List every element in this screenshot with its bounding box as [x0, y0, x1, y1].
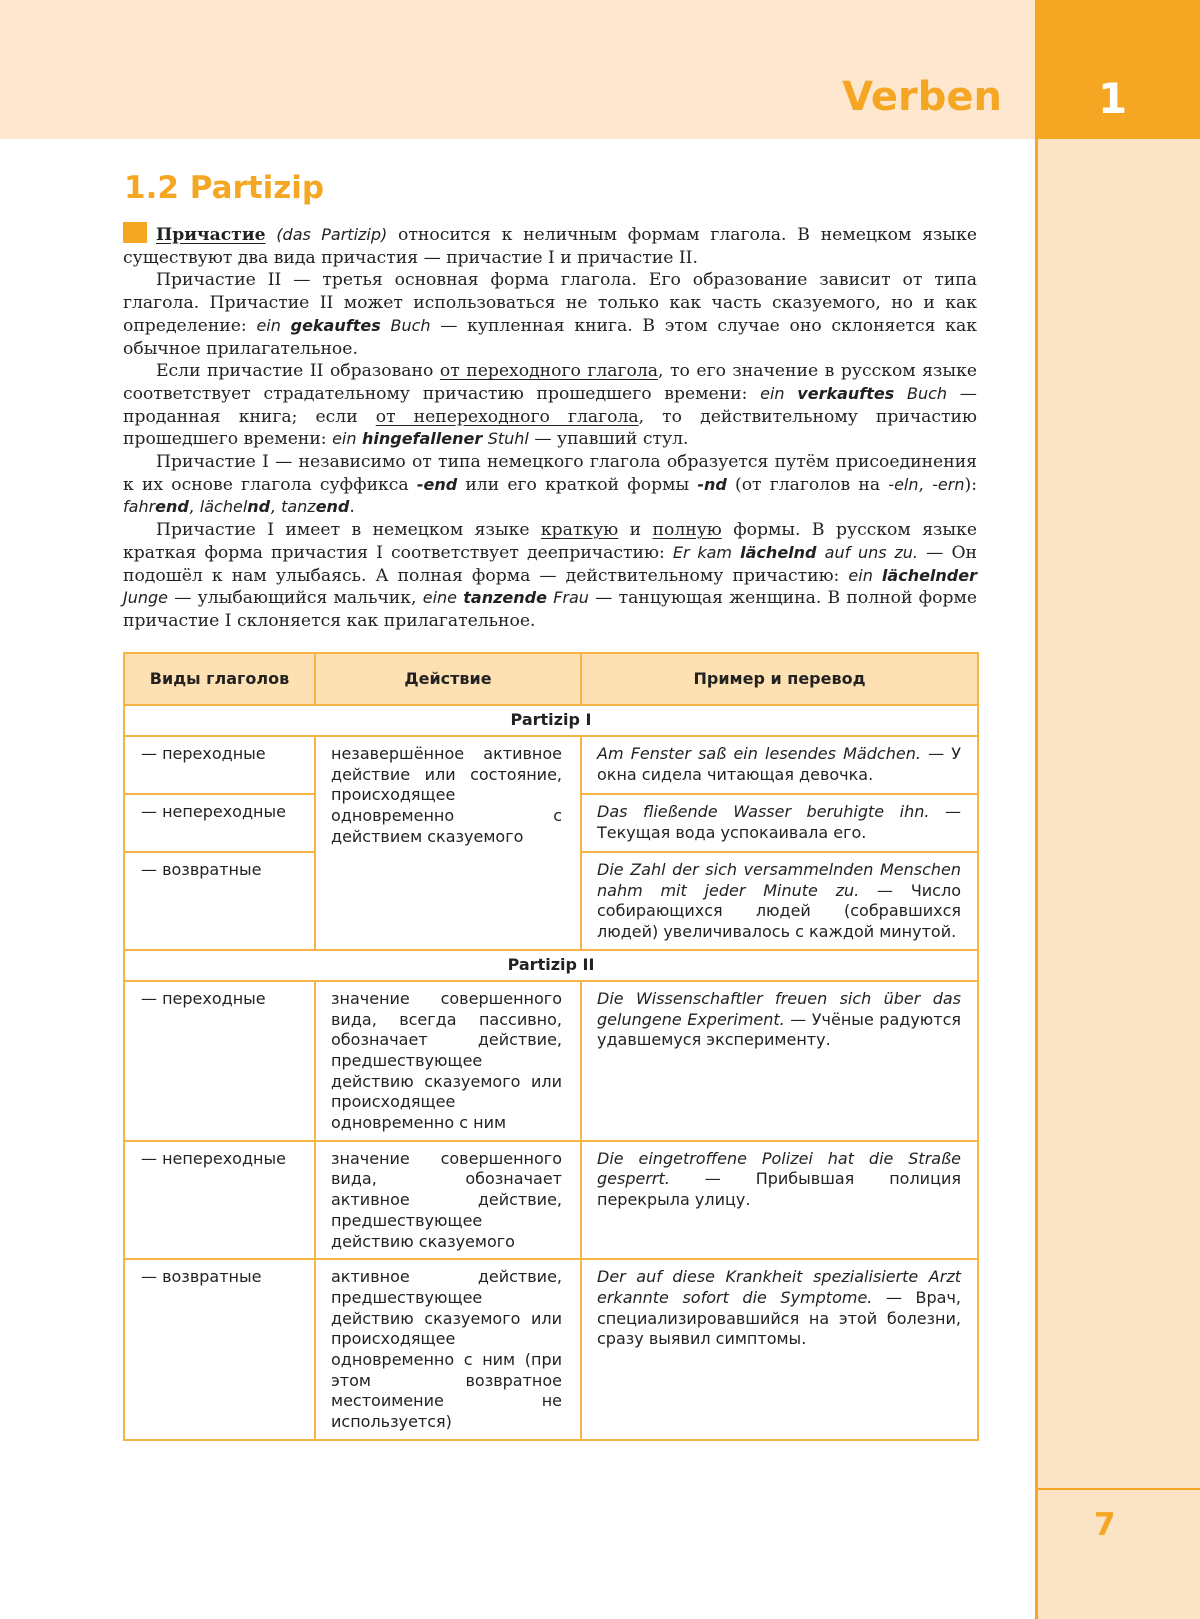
paragraph-3: [123, 360, 977, 451]
german-example: Buch: [390, 315, 431, 335]
verb-type-cell: — непереходные: [124, 794, 315, 852]
underlined-term: полную: [652, 520, 722, 541]
example-german: Das fließende Wasser beruhigte ihn.: [597, 802, 930, 821]
section-row-partizip-1: [124, 705, 978, 736]
underlined-term: краткую: [540, 520, 619, 541]
chapter-number: 1: [1098, 74, 1128, 123]
action-cell: значение совершенного вида, обозначает активное действие, предшествующее действию сказуемого: [315, 1141, 581, 1260]
paragraph-text: Причастие I — независимо от типа немецкого глагола образуется путём присоединения к их основе глагола суффикса: [123, 452, 977, 495]
word-suffix: nd: [247, 497, 271, 517]
example-cell: [581, 1141, 978, 1260]
page-number-divider: [1035, 1488, 1200, 1490]
action-cell: значение совершенного вида, всегда пассивно, обозначает действие, предшествующее действию сказуемого или происходящее одновременно с ним: [315, 981, 581, 1141]
example-cell: [581, 794, 978, 852]
german-example: ein: [848, 565, 873, 585]
suffix: -nd: [697, 474, 727, 494]
paragraph-text: ):: [964, 474, 977, 495]
german-example: Er kam: [672, 542, 733, 562]
verb-type-cell: — переходные: [124, 981, 315, 1141]
example-translation: — Прибывшая полиция перекрыла улицу.: [597, 1169, 961, 1210]
example-cell: [581, 1259, 978, 1440]
german-example-bold: lächelnder: [881, 565, 977, 585]
paragraph-text: — танцующая женщина. В полной форме причастие I склоняется как прилагательное.: [123, 588, 977, 631]
table-row: [124, 736, 978, 794]
word-suffix: end: [155, 497, 189, 517]
partizip-table: [123, 652, 979, 1441]
german-example: eine: [422, 588, 457, 608]
german-example-bold: verkauftes: [797, 383, 895, 403]
german-example-bold: gekauftes: [290, 315, 381, 335]
paragraph-text: относится к неличным формам глагола. В немецком языке существуют два вида причастия — причастие I и причастие II.: [123, 225, 977, 268]
german-example-bold: tanzende: [463, 588, 547, 608]
term-prichastie: Причастие: [156, 225, 266, 245]
example-translation: — Текущая вода успокаивала его.: [597, 802, 961, 842]
table-header-row: [124, 653, 978, 705]
german-example-bold: lächelnd: [740, 542, 817, 562]
verb-type-cell: — переходные: [124, 736, 315, 794]
paragraph-text: и: [618, 520, 653, 541]
paragraph-text: , то действительному причастию прошедшего времени:: [123, 406, 977, 450]
underlined-term: от переходного глагола: [439, 361, 659, 382]
german-gloss: (das Partizip): [276, 225, 388, 244]
paragraph-text: Если причастие II образовано: [156, 361, 440, 382]
action-cell: активное действие, предшествующее действию сказуемого или происходящее одновременно с ним (при этом возвратное местоимение не используется): [315, 1259, 581, 1440]
german-example: Junge: [123, 588, 168, 608]
paragraph-text: — улыбающийся мальчик,: [168, 588, 423, 609]
paragraph-5: [123, 519, 977, 633]
section-row-partizip-2: [124, 950, 978, 981]
german-example: ein: [256, 315, 281, 335]
section-title: 1.2 Partizip: [124, 170, 325, 206]
table-row: [124, 1259, 978, 1440]
german-example: Frau: [553, 588, 589, 608]
paragraph-text: — купленная книга. В этом случае оно склоняется как обычное прилагательное.: [123, 315, 977, 359]
paragraph-text: (от глаголов на: [726, 474, 889, 495]
word-stem: tanz: [281, 497, 316, 517]
paragraph-text: или его краткой формы: [457, 474, 698, 495]
suffix: -end: [416, 474, 458, 494]
example-german: Am Fenster saß ein lesendes Mädchen.: [597, 744, 921, 763]
separator: ,: [270, 497, 282, 518]
example-german: Die Zahl der sich versammelnden Menschen nahm mit jeder Minute zu.: [597, 860, 961, 900]
german-example: ein: [332, 429, 357, 449]
table-row: [124, 1141, 978, 1260]
section-marker-icon: [123, 222, 147, 243]
paragraph-text: Причастие II — третья основная форма глагола. Его образование зависит от типа глагола. Причастие II может использоваться не только как часть сказуемого, но и как определение:: [123, 270, 977, 336]
verb-type-cell: — возвратные: [124, 852, 315, 950]
table-row: [124, 981, 978, 1141]
german-example: Buch: [907, 383, 948, 403]
page-number: 7: [1094, 1507, 1116, 1543]
side-strip: [1035, 0, 1200, 1619]
column-header-action: Действие: [315, 653, 581, 705]
column-header-verb-types: Виды глаголов: [124, 653, 315, 705]
section-title-partizip-2: Partizip II: [124, 950, 978, 981]
example-german: Die eingetroffene Polizei hat die Straße gesperrt.: [597, 1148, 961, 1189]
paragraph-text: — Он подошёл к нам улыбаясь. А полная форма — действительному причастию:: [123, 542, 977, 586]
paragraph-text: , то его значение в русском языке соответствует страдательному причастию прошедшего времени:: [123, 361, 977, 404]
separator: .: [349, 497, 355, 518]
underlined-term: от непереходного глагола: [375, 406, 639, 427]
german-example-bold: hingefallener: [361, 429, 483, 449]
example-cell: [581, 852, 978, 950]
body-text: [123, 222, 977, 633]
section-title-partizip-1: Partizip I: [124, 705, 978, 736]
paragraph-text: Причастие I имеет в немецком языке: [156, 520, 541, 541]
example-translation: — Учёные радуются удавшемуся эксперименту.: [597, 1009, 961, 1050]
paragraph-text: — проданная книга; если: [123, 383, 977, 427]
paragraph-text: формы. В русском языке краткая форма причастия I соответствует деепричастию:: [123, 520, 977, 563]
word-suffix: end: [315, 497, 350, 517]
example-german: Der auf diese Krankheit spezialisierte Arzt erkannte sofort die Symptome.: [597, 1267, 961, 1307]
separator: ,: [918, 474, 933, 495]
example-german: Die Wissenschaftler freuen sich über das gelungene Experiment.: [597, 988, 961, 1029]
example-cell: [581, 981, 978, 1141]
word-stem: fahr: [123, 497, 156, 517]
paragraph-text: — упавший стул.: [528, 429, 689, 450]
column-header-example: Пример и перевод: [581, 653, 978, 705]
paragraph-1: [123, 222, 977, 269]
verb-type-cell: — непереходные: [124, 1141, 315, 1260]
example-translation: — У окна сидела читающая девочка.: [597, 744, 962, 784]
action-cell: незавершённое активное действие или состояние, происходящее одновременно с действием сказуемого: [315, 736, 581, 950]
separator: ,: [188, 497, 200, 518]
german-example: ein: [760, 383, 785, 403]
example-translation: — Число собирающихся людей (собравшихся людей) увеличивалось с каждой минутой.: [597, 880, 961, 942]
verb-type-cell: — возвратные: [124, 1259, 315, 1440]
verb-ending: -eln: [888, 474, 919, 494]
chapter-title: Verben: [842, 74, 1002, 120]
german-example: Stuhl: [487, 429, 529, 449]
german-example: auf uns zu.: [824, 542, 918, 562]
verb-ending: -ern: [932, 474, 965, 494]
paragraph-4: [123, 451, 977, 519]
paragraph-2: [123, 269, 977, 360]
example-cell: [581, 736, 978, 794]
word-stem: lächel: [199, 497, 248, 517]
example-translation: — Врач, специализировавшийся на этой болезни, сразу выявил симптомы.: [597, 1287, 962, 1349]
